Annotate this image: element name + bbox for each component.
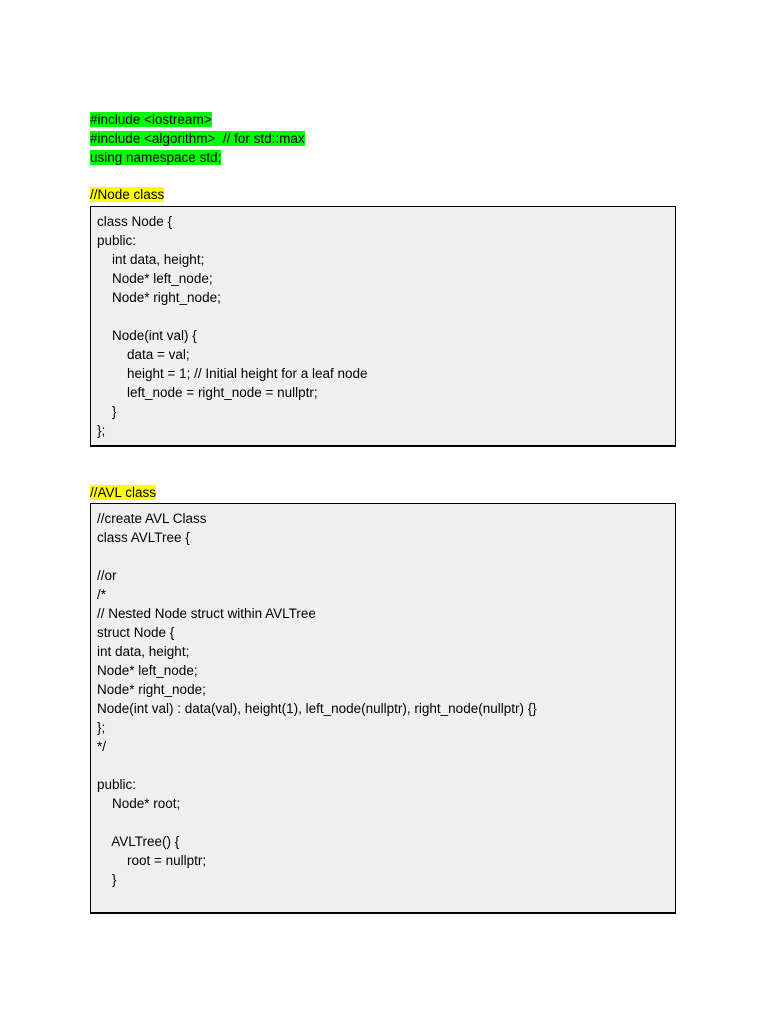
avl-class-code-box <box>90 503 676 914</box>
avl-class-comment <box>90 483 156 502</box>
node-class-code: class Node { public: int data, height; Node* left_node; Node* right_node; Node(int val) { data = val; height = 1; // Initial height for a leaf node left_node = right_node = nullptr; } }; <box>97 214 368 438</box>
include-algorithm-text: #include <algorithm> // for std::max <box>90 131 305 146</box>
avl-class-comment-text: //AVL class <box>90 485 157 500</box>
node-class-comment <box>90 185 164 204</box>
using-namespace-line <box>90 148 221 167</box>
include-line-algorithm <box>90 129 305 148</box>
include-line-iostream <box>90 110 212 129</box>
node-class-comment-text: //Node class <box>90 187 165 202</box>
node-class-code-box <box>90 206 676 447</box>
avl-class-code: //create AVL Class class AVLTree { //or /* // Nested Node struct within AVLTree struct Node { int data, height; Node* left_node; Node* right_node; Node(int val) : data(val), height(1), left_node(nullptr), right_node(nullptr) {} }; */ public: Node* root; AVLTree() { root = nullptr; } <box>97 511 537 887</box>
include-iostream-text: #include <iostream> <box>90 112 212 127</box>
using-namespace-text: using namespace std; <box>90 150 222 165</box>
